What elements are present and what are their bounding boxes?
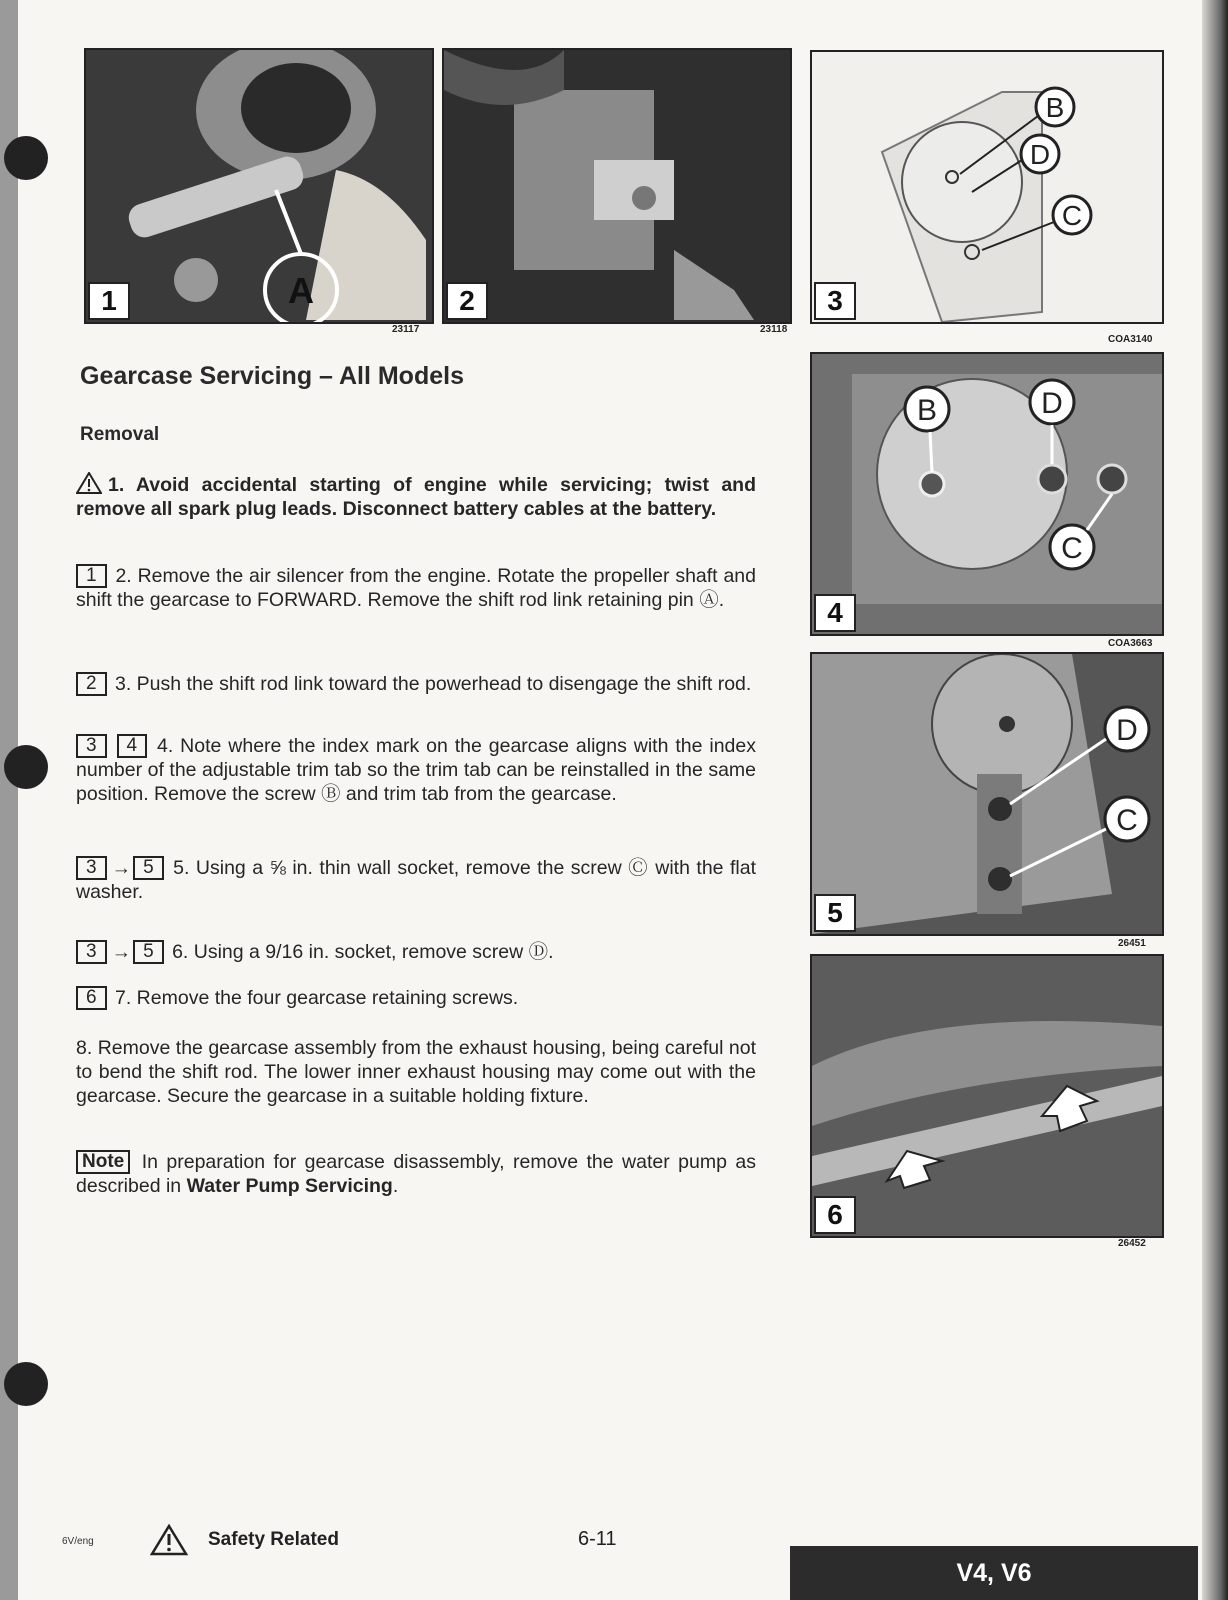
step-6-text: 6. Using a 9/16 in. socket, remove screw Ⓓ. — [172, 941, 554, 963]
step-2-text: 2. Remove the air silencer from the engine. Rotate the propeller shaft and shift the gearcase to FORWARD. Remove the shift rod link retaining pin Ⓐ. — [76, 565, 756, 611]
step-2 — [76, 564, 756, 612]
step-5 — [76, 856, 756, 904]
callout-b-label: B — [916, 394, 938, 427]
figure-4-code: COA3663 — [1108, 638, 1153, 649]
note-link: Water Pump Servicing — [186, 1175, 393, 1197]
figure-5-photo — [810, 652, 1164, 936]
figure-ref: 3 — [76, 940, 107, 964]
callout-a-label: A — [288, 270, 314, 311]
figure-ref: 3 — [76, 856, 107, 880]
model-banner: V4, V6 — [790, 1546, 1198, 1600]
note-text: In preparation for gearcase disassembly, remove the water pump as described in — [76, 1151, 756, 1197]
callout-c-label: C — [1061, 532, 1083, 565]
figure-ref: 1 — [76, 564, 107, 588]
figure-1-code: 23117 — [392, 324, 420, 335]
callout-d-label: D — [1029, 139, 1051, 170]
step-8 — [76, 1036, 756, 1108]
step-3 — [76, 672, 756, 696]
figure-ref: 5 — [133, 856, 164, 880]
warning-icon — [76, 472, 102, 494]
page-edge — [1202, 0, 1228, 1600]
section-title: Gearcase Servicing – All Models — [80, 362, 464, 390]
figure-6-photo — [810, 954, 1164, 1238]
figure-ref: 5 — [133, 940, 164, 964]
warning-icon — [150, 1524, 188, 1556]
footer-safety — [150, 1524, 339, 1556]
figure-3-code: COA3140 — [1108, 334, 1153, 345]
punch-hole-bottom — [4, 1362, 48, 1406]
section-subtitle: Removal — [80, 424, 160, 445]
figure-ref: 3 — [76, 734, 107, 758]
footer-code: 6V/eng — [62, 1536, 94, 1547]
figure-4-photo — [810, 352, 1164, 636]
figure-2-number: 2 — [446, 282, 488, 320]
note-label: Note — [76, 1150, 130, 1174]
safety-label: Safety Related — [208, 1529, 339, 1550]
page-number: 6-11 — [578, 1528, 617, 1550]
step-1 — [76, 472, 756, 521]
step-4-text: 4. Note where the index mark on the gearcase aligns with the index number of the adjustable trim tab so the trim tab can be reinstalled in the same position. Remove the screw Ⓑ and trim tab from the gearcase. — [76, 735, 756, 805]
figure-5-number: 5 — [814, 894, 856, 932]
figure-5-code: 26451 — [1118, 938, 1146, 949]
figure-1-photo — [84, 48, 434, 324]
note-end: . — [392, 1175, 399, 1197]
figure-6-code: 26452 — [1118, 1238, 1146, 1249]
callout-c-label: C — [1061, 200, 1083, 231]
range-arrow: → — [111, 857, 132, 879]
figure-2-code: 23118 — [760, 324, 788, 335]
figure-ref: 2 — [76, 672, 107, 696]
figure-ref: 4 — [117, 734, 148, 758]
callout-c-label: C — [1116, 804, 1138, 837]
step-1-text: 1. Avoid accidental starting of engine while servicing; twist and remove all spark plug leads. Disconnect battery cables at the battery. — [76, 474, 756, 520]
step-4 — [76, 734, 756, 806]
step-7 — [76, 986, 756, 1010]
figure-1-number: 1 — [88, 282, 130, 320]
note — [76, 1150, 756, 1198]
figure-4-number: 4 — [814, 594, 856, 632]
callout-d-label: D — [1041, 387, 1063, 420]
punch-hole-top — [4, 136, 48, 180]
figure-2-photo — [442, 48, 792, 324]
binder-edge — [0, 0, 18, 1600]
punch-hole-middle — [4, 745, 48, 789]
step-6 — [76, 940, 756, 964]
step-8-text: 8. Remove the gearcase assembly from the exhaust housing, being careful not to bend the shift rod. The lower inner exhaust housing may come out with the gearcase. Secure the gearcase in a suitable holding fixture. — [76, 1037, 756, 1107]
callout-b-label: B — [1045, 92, 1065, 123]
callout-d-label: D — [1116, 714, 1138, 747]
figure-3-photo — [810, 50, 1164, 324]
step-7-text: 7. Remove the four gearcase retaining screws. — [115, 987, 519, 1009]
figure-6-number: 6 — [814, 1196, 856, 1234]
step-5-text: 5. Using a ⅝ in. thin wall socket, remove the screw Ⓒ with the flat washer. — [76, 857, 757, 903]
step-3-text: 3. Push the shift rod link toward the powerhead to disengage the shift rod. — [115, 673, 752, 695]
figure-3-number: 3 — [814, 282, 856, 320]
figure-ref: 6 — [76, 986, 107, 1010]
range-arrow: → — [111, 941, 132, 963]
